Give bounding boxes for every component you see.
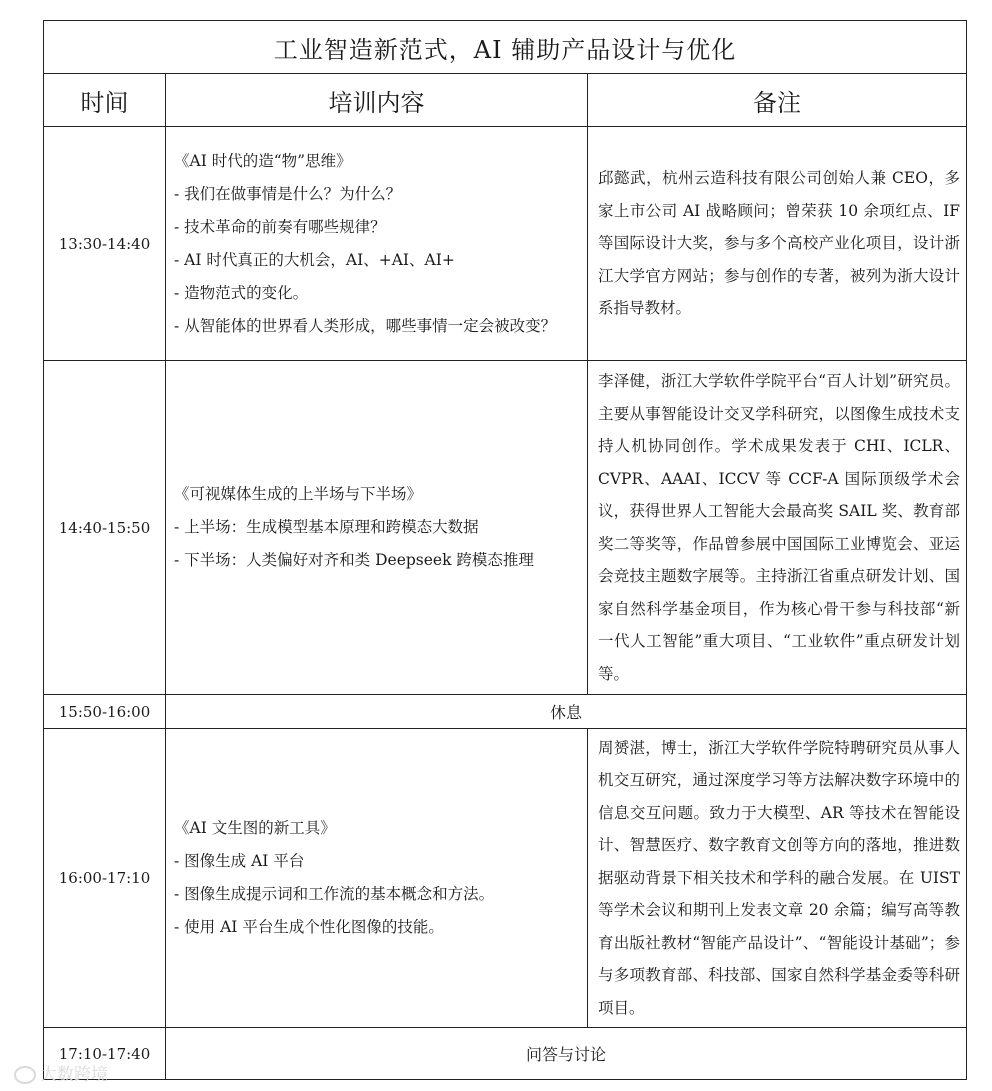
content-line: - 技术革命的前奏有哪些规律？ <box>174 217 386 236</box>
content-line: - 使用 AI 平台生成个性化图像的技能。 <box>174 918 444 936</box>
row-time: 17:10-17:40 <box>44 1028 166 1080</box>
content-line: - 图像生成提示词和工作流的基本概念和方法。 <box>174 885 495 903</box>
content-line: - 图像生成 AI 平台 <box>174 852 305 870</box>
row-note: 邱懿武，杭州云造科技有限公司创始人兼 CEO，多家上市公司 AI 战略顾问；曾荣获 10 余项红点、IF 等国际设计大奖，参与多个高校产业化项目，设计浙江大学官方网站；参与创作的专著，被列为浙大设计系指导教材。 <box>588 127 967 361</box>
row-note: 李泽健，浙江大学软件学院平台“百人计划”研究员。主要从事智能设计交叉学科研究，以图像生成技术支持人机协同创作。学术成果发表于 CHI、ICLR、CVPR、AAAI、ICCV 等 CCF-A 国际顶级学术会议，获得世界人工智能大会最高奖 SAIL 奖、教育部奖二等奖等，作品曾参展中国国际工业博览会、亚运会竞技主题数字展等。主持浙江省重点研发计划、国家自然科学基金项目，作为核心骨干参与科技部“新一代人工智能”重大项目、“工业软件”重点研发计划等。 <box>588 361 967 695</box>
header-note: 备注 <box>588 74 967 127</box>
header-content: 培训内容 <box>166 74 588 127</box>
row-time: 16:00-17:10 <box>44 729 166 1028</box>
break-label: 休息 <box>166 695 967 729</box>
table-row <box>44 729 967 1028</box>
content-line: - 造物范式的变化。 <box>174 283 309 302</box>
content-line: - AI 时代真正的大机会，AI、+AI、AI+ <box>174 250 455 269</box>
header-time: 时间 <box>44 74 166 127</box>
row-time: 14:40-15:50 <box>44 361 166 695</box>
schedule-table <box>43 20 967 1080</box>
row-content <box>166 361 588 695</box>
watermark <box>14 1060 108 1085</box>
table-title: 工业智造新范式，AI 辅助产品设计与优化 <box>44 21 967 74</box>
table-row <box>44 361 967 695</box>
qa-label: 问答与讨论 <box>166 1028 967 1080</box>
watermark-logo-icon <box>14 1066 36 1084</box>
row-time: 13:30-14:40 <box>44 127 166 361</box>
content-line: 《AI 文生图的新工具》 <box>174 819 336 837</box>
row-note: 周赟湛，博士，浙江大学软件学院特聘研究员从事人机交互研究，通过深度学习等方法解决数字环境中的信息交互问题。致力于大模型、AR 等技术在智能设计、智慧医疗、数字教育文创等方向的落地，推进数据驱动背景下相关技术和学科的融合发展。在 UIST 等学术会议和期刊上发表文章 20 余篇；编写高等教育出版社教材“智能产品设计”、“智能设计基础”；参与多项教育部、科技部、国家自然科学基金委等科研项目。 <box>588 729 967 1028</box>
content-line: - 下半场：人类偏好对齐和类 Deepseek 跨模态推理 <box>174 551 534 569</box>
row-time: 15:50-16:00 <box>44 695 166 729</box>
watermark-text: 大数跨境 <box>40 1065 108 1085</box>
table-row <box>44 127 967 361</box>
row-content <box>166 729 588 1028</box>
content-line: - 从智能体的世界看人类形成，哪些事情一定会被改变？ <box>174 316 557 335</box>
content-line: 《可视媒体生成的上半场与下半场》 <box>174 485 423 503</box>
content-line: - 上半场：生成模型基本原理和跨模态大数据 <box>174 518 479 536</box>
table-row <box>44 1028 967 1080</box>
content-line: - 我们在做事情是什么？为什么？ <box>174 184 402 203</box>
row-content <box>166 127 588 361</box>
table-row <box>44 695 967 729</box>
content-line: 《AI 时代的造“物”思维》 <box>174 151 352 170</box>
